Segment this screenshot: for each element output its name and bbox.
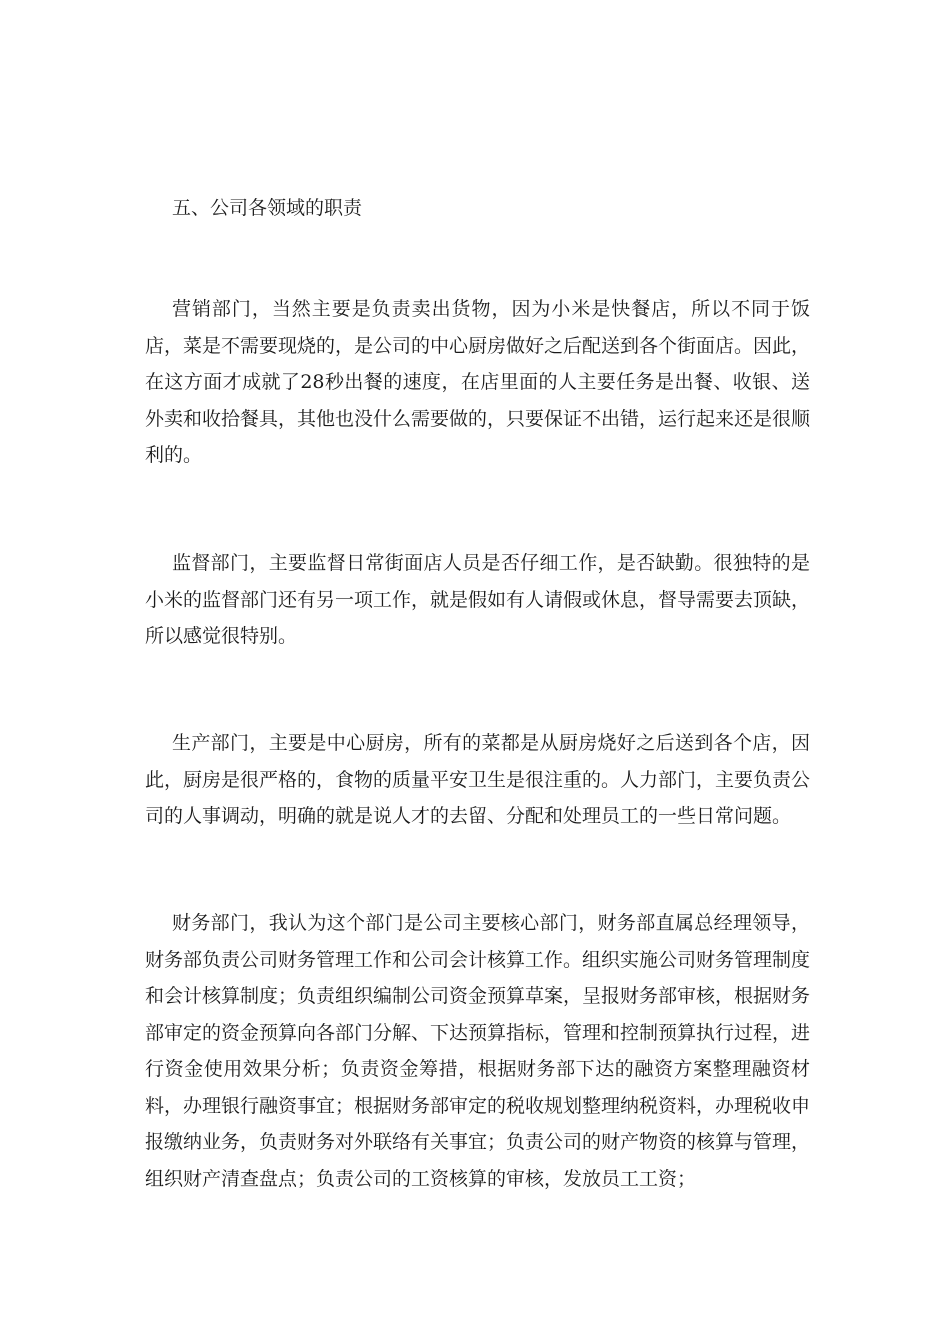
paragraph-marketing: 营销部门，当然主要是负责卖出货物，因为小米是快餐店，所以不同于饭店，菜是不需要现烧的，是公司的中心厨房做好之后配送到各个街面店。因此，在这方面才成就了28秒出餐的速度，在店里面的人主要任务是出餐、收银、送外卖和收拾餐具，其他也没什么需要做的，只要保证不出错，运行起来还是很顺利的。 [145, 298, 811, 466]
section-heading: 五、公司各领域的职责 [172, 197, 363, 219]
paragraph-production: 生产部门，主要是中心厨房，所有的菜都是从厨房烧好之后送到各个店，因此，厨房是很严格的，食物的质量平安卫生是很注重的。人力部门，主要负责公司的人事调动，明确的就是说人才的去留、分配和处理员工的一些日常问题。 [145, 732, 811, 827]
paragraph-supervision: 监督部门，主要监督日常街面店人员是否仔细工作，是否缺勤。很独特的是小米的监督部门还有另一项工作，就是假如有人请假或休息，督导需要去顶缺，所以感觉很特别。 [145, 552, 811, 647]
paragraph-finance: 财务部门，我认为这个部门是公司主要核心部门，财务部直属总经理领导，财务部负责公司财务管理工作和公司会计核算工作。组织实施公司财务管理制度和会计核算制度；负责组织编制公司资金预算草案，呈报财务部审核，根据财务部审定的资金预算向各部门分解、下达预算指标，管理和控制预算执行过程，进行资金使用效果分析；负责资金筹措，根据财务部下达的融资方案整理融资材料，办理银行融资事宜；根据财务部审定的税收规划整理纳税资料，办理税收申报缴纳业务，负责财务对外联络有关事宜；负责公司的财产物资的核算与管理，组织财产清查盘点；负责公司的工资核算的审核，发放员工工资； [145, 912, 811, 1190]
